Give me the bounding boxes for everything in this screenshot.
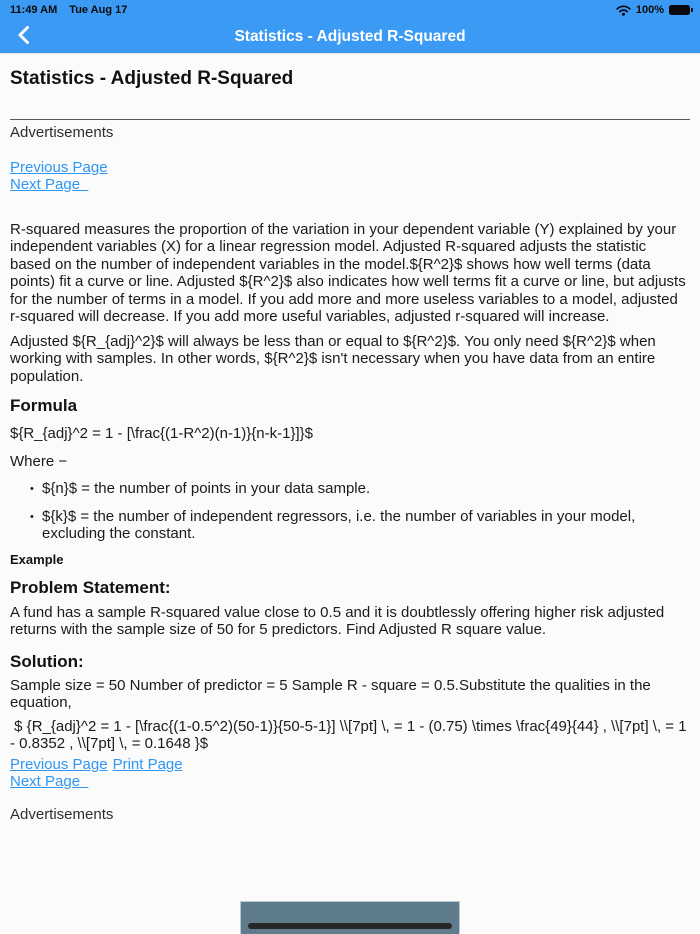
nav-bar: [0, 20, 700, 54]
paragraph-rsquared-intro: R-squared measures the proportion of the variation in your dependent variable (Y) explained by your independent variables (X) for a linear regression model. Adjusted R-squared adjusts the statistic based on the number of independent variables in the model.${R^2}$ shows how well terms (data points) fit a curve or line. Adjusted ${R^2}$ also indicates how well terms fit a curve or line, but adjusts for the number of terms in a model. If you add more and more useless variables to a model, adjusted r-squared will decrease. If you add more useful variables, adjusted r-squared will increase.: [10, 220, 686, 325]
solution-text: Sample size = 50 Number of predictor = 5 Sample R - square = 0.5.Substitute the qualities in the equation,: [10, 676, 651, 711]
status-bar: [0, 0, 700, 20]
next-page-link-bottom[interactable]: Next Page: [10, 773, 89, 790]
ad-banner-fragment[interactable]: [240, 901, 460, 934]
nav-title: Statistics - Adjusted R-Squared: [234, 27, 466, 45]
article-content: [0, 67, 700, 823]
battery-icon: [669, 5, 690, 15]
where-label: Where −: [10, 452, 68, 470]
clock-time: 11:49 AM: [10, 4, 58, 16]
list-item: • ${n}$ = the number of points in your data sample.: [42, 480, 690, 498]
page-title: Statistics - Adjusted R-Squared: [10, 68, 294, 89]
status-left: [10, 4, 127, 16]
status-right: [616, 4, 690, 16]
definition-list: [10, 480, 690, 543]
status-date: Tue Aug 17: [69, 4, 128, 16]
advertisements-label-top: Advertisements: [10, 124, 114, 141]
example-heading: Example: [10, 551, 64, 567]
solution-heading: Solution:: [10, 651, 84, 671]
problem-statement-text: A fund has a sample R-squared value close to 0.5 and it is doubtlessly offering higher risk adjusted returns with the sample size of 50 for 5 predictors. Find Adjusted R square value.: [10, 603, 665, 638]
list-item: • ${k}$ = the number of independent regressors, i.e. the number of variables in your model, excluding the constant.: [42, 508, 690, 543]
problem-statement-heading: Problem Statement:: [10, 577, 171, 597]
print-page-link[interactable]: Print Page: [112, 755, 183, 773]
battery-percent: 100%: [635, 4, 664, 16]
top-pagination-links: [10, 159, 690, 194]
advertisements-label-bottom: Advertisements: [10, 805, 114, 823]
ad-banner-bar: [248, 923, 452, 929]
formula-latex: ${R_{adj}^2 = 1 - [\frac{(1-R^2)(n-1)}{n-k-1}]}$: [10, 425, 313, 442]
paragraph-adjusted-note: Adjusted ${R_{adj}^2}$ will always be less than or equal to ${R^2}$. You only need ${R^2}$ when working with samples. In other words, ${R^2}$ isn't necessary when you have data from an entire population.: [10, 332, 656, 385]
previous-page-link-top[interactable]: Previous Page: [10, 158, 108, 176]
previous-page-link-bottom[interactable]: Previous Page: [10, 755, 108, 773]
solution-equation-latex: $ {R_{adj}^2 = 1 - [\frac{(1-0.5^2)(50-1)}{50-5-1}] \\[7pt] \, = 1 - (0.75) \times \frac{49}{44} , \\[7pt] \, = 1 - 0.8352 , \\[7pt] \, = 0.1648 }$: [10, 717, 691, 752]
back-button[interactable]: [8, 20, 38, 54]
bottom-pagination-links: [10, 756, 690, 791]
formula-heading: Formula: [10, 396, 78, 415]
chevron-left-icon: [17, 25, 30, 50]
wifi-icon: [616, 5, 631, 16]
next-page-link-top[interactable]: Next Page: [10, 176, 89, 193]
divider-line: [10, 119, 690, 120]
